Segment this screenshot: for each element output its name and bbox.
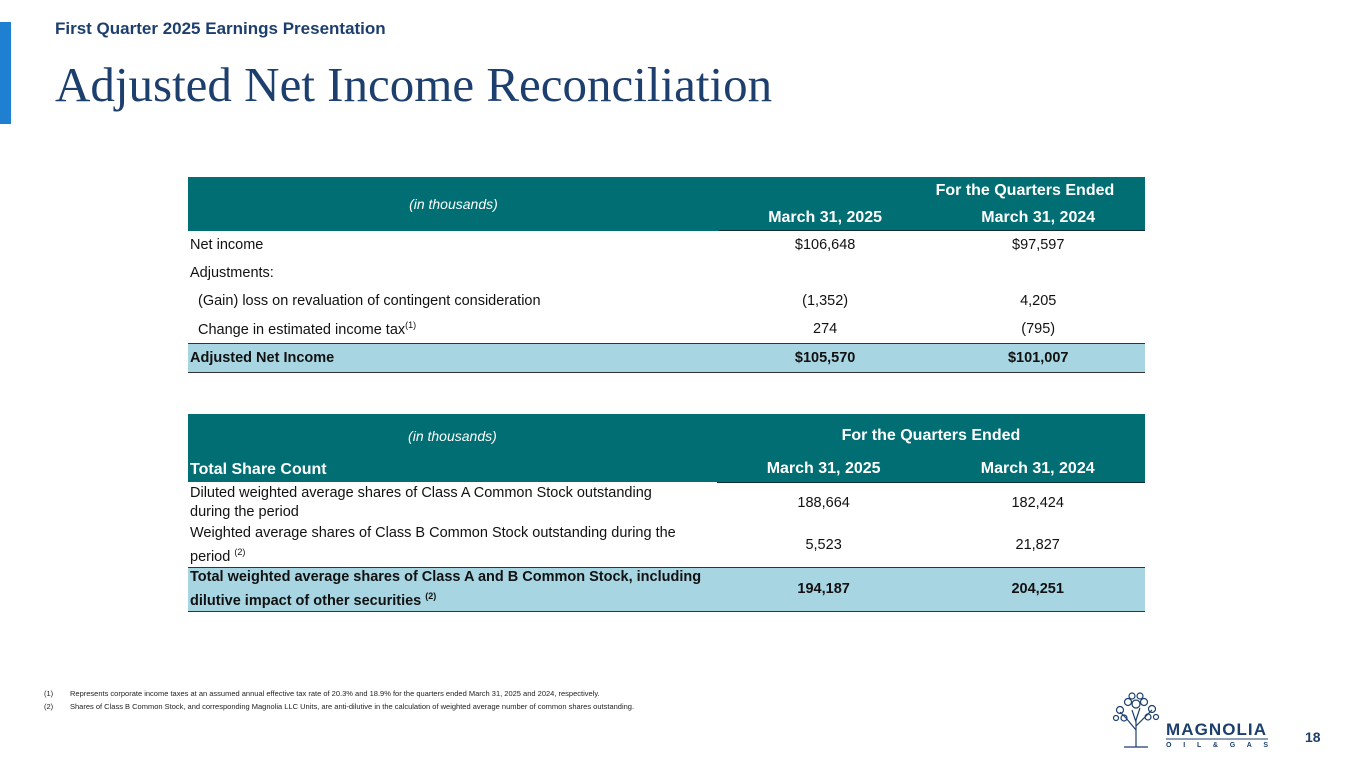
footnote-text: Shares of Class B Common Stock, and corresponding Magnolia LLC Units, are anti-dilutive in the calculation of weighted average number of common shares outstanding.: [70, 702, 635, 711]
footnote: [44, 700, 634, 713]
footnote-number: (1): [44, 689, 54, 698]
adjusted-net-income-table: [188, 177, 1145, 373]
total-value-2024: 204,251: [930, 567, 1145, 611]
total-value-2025: 194,187: [717, 567, 931, 611]
magnolia-logo: [1106, 690, 1274, 750]
page-number: 18: [1305, 729, 1321, 745]
page-title: Adjusted Net Income Reconciliation: [55, 57, 773, 112]
table-row: [188, 287, 1145, 315]
row-label-cell: [188, 482, 717, 524]
share-count-table: [188, 414, 1145, 612]
period-header: For the Quarters Ended: [719, 177, 1145, 205]
total-label-line: Total weighted average shares of Class A and B Common Stock, including: [190, 568, 702, 585]
row-label-line: period: [190, 548, 231, 565]
table-header-row: [188, 414, 1145, 457]
column-header-2024: March 31, 2024: [931, 205, 1145, 231]
row-value-2025: 274: [813, 321, 838, 337]
units-label: (in thousands): [188, 177, 719, 231]
total-label: Adjusted Net Income: [188, 344, 719, 373]
footnote-number: (2): [44, 702, 54, 711]
footnote-ref: (2): [425, 590, 437, 601]
total-label-line-2: [190, 587, 717, 611]
table-row: [188, 231, 1145, 260]
column-header-2025: March 31, 2025: [719, 205, 932, 231]
row-label-line: Weighted average shares of Class B Common Stock outstanding during the: [190, 525, 676, 541]
row-label-line: during the period: [190, 504, 299, 520]
row-label: Net income: [190, 236, 264, 253]
row-value-2025: 5,523: [805, 537, 842, 554]
accent-bar: [0, 22, 11, 124]
table-header-row: [188, 177, 1145, 205]
row-label: Change in estimated income tax: [198, 321, 406, 338]
footnote-ref: (2): [234, 547, 246, 557]
row-value-2025: $106,648: [794, 237, 856, 253]
total-row: [188, 344, 1145, 373]
column-header-2024: March 31, 2024: [930, 457, 1145, 482]
units-label: (in thousands): [188, 414, 717, 457]
table-row: [188, 482, 1145, 524]
footnote-ref: (1): [405, 320, 417, 331]
row-label-cell: [188, 524, 717, 567]
row-value-2025: 188,664: [797, 495, 850, 512]
total-value-2025: $105,570: [719, 344, 932, 373]
period-header: For the Quarters Ended: [717, 414, 1145, 457]
presentation-subtitle: First Quarter 2025 Earnings Presentation: [55, 19, 386, 38]
row-value-2024: 182,424: [1011, 495, 1064, 512]
table-row: [188, 524, 1145, 567]
table-row: [188, 259, 1145, 287]
magnolia-tree-icon: [1114, 693, 1159, 747]
row-label-cell: [188, 315, 719, 344]
row-label-line: Diluted weighted average shares of Class A Common Stock outstanding: [190, 485, 652, 501]
table-header-row: [188, 457, 1145, 482]
table-row: [188, 315, 1145, 344]
logo-tagline: O I L & G A S: [1166, 742, 1268, 749]
row-label: Adjustments:: [190, 265, 274, 281]
total-row: [188, 567, 1145, 611]
total-value-2024: $101,007: [931, 344, 1145, 373]
total-label-line: dilutive impact of other securities: [190, 592, 422, 609]
total-label-cell: [188, 567, 717, 611]
row-value-2024: 4,205: [1020, 293, 1057, 309]
row-value-2024: (795): [1021, 321, 1056, 337]
row-value-2024: [931, 259, 1145, 287]
footnote-text: Represents corporate income taxes at an assumed annual effective tax rate of 20.3% and 18.9% for the quarters ended March 31, 2025 and 2024, respectively.: [70, 689, 600, 698]
column-header-2025: March 31, 2025: [717, 457, 931, 482]
logo-wordmark: MAGNOLIA: [1166, 720, 1266, 739]
row-value-2024: 21,827: [1015, 537, 1060, 554]
row-value-2025: (1,352): [802, 293, 849, 309]
row-label: (Gain) loss on revaluation of contingent consideration: [198, 293, 541, 309]
row-value-2024: $97,597: [1012, 237, 1065, 253]
section-label: Total Share Count: [188, 457, 717, 482]
footnote: [44, 687, 634, 700]
row-label-line-2: [190, 543, 717, 567]
footnotes: [44, 687, 634, 713]
row-value-2025: [719, 259, 932, 287]
